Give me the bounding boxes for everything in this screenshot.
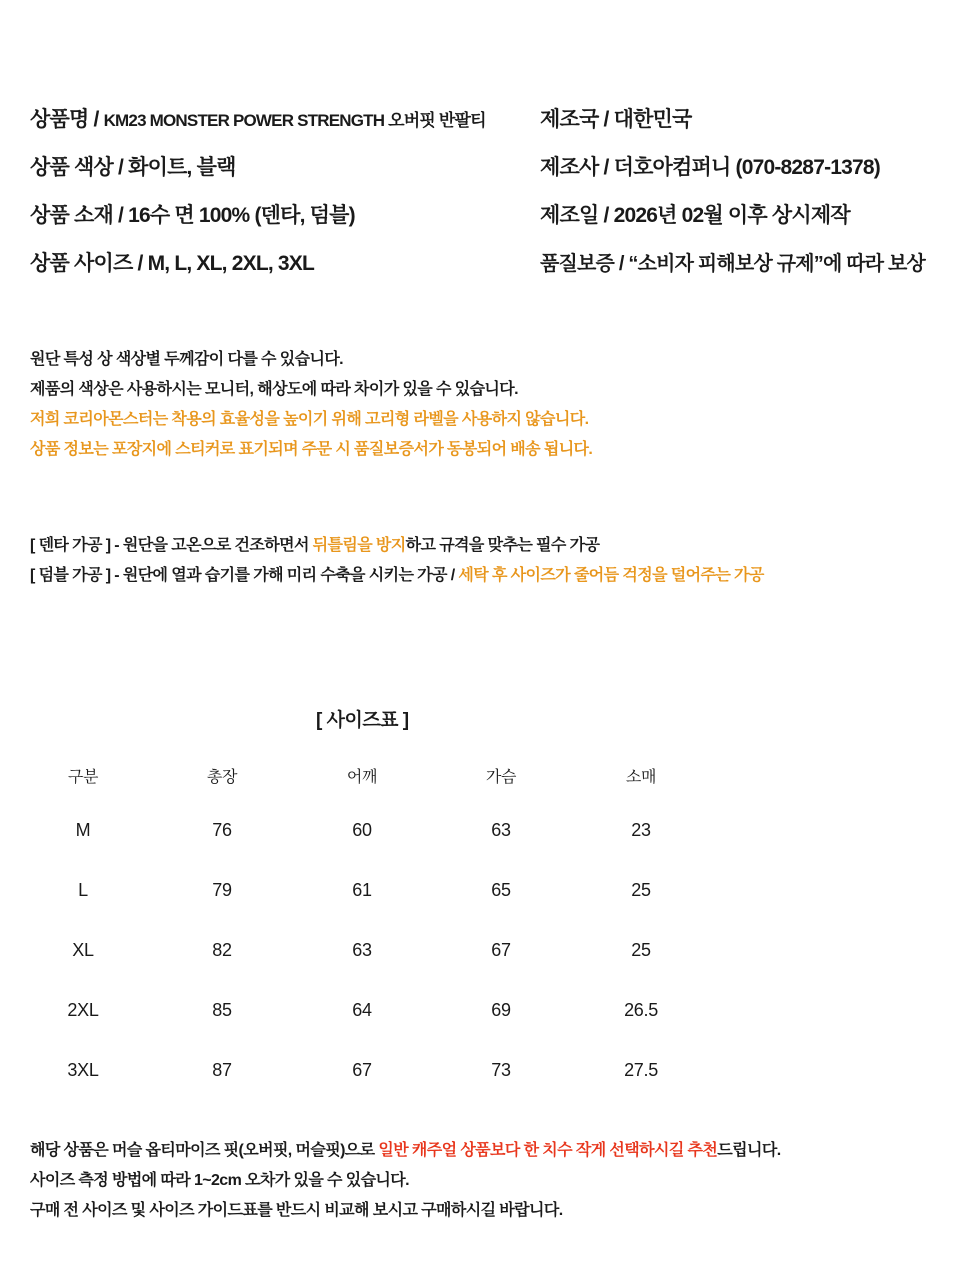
info-manufacture-date: 제조일 / 2026년 02월 이후 상시제작	[540, 204, 850, 227]
info-product-name: 상품명 / KM23 MONSTER POWER STRENGTH 오버핏 반팔티	[30, 108, 486, 131]
size-header-cell: 어깨	[346, 769, 378, 786]
info-label: 상품 색상	[30, 156, 113, 179]
size-header-cell: 가슴	[485, 769, 517, 786]
size-value-cell: 23	[631, 820, 651, 840]
size-value-cell: 85	[212, 1000, 232, 1020]
info-value: 대한민국	[613, 108, 692, 131]
info-label: 제조일	[540, 204, 599, 227]
note-color-monitor: 제품의 색상은 사용하시는 모니터, 해상도에 따라 차이가 있을 수 있습니다.	[30, 381, 518, 398]
size-value-cell: 25	[631, 940, 651, 960]
size-value-cell: 76	[212, 820, 232, 840]
size-table-title: [ 사이즈표 ]	[316, 710, 409, 731]
info-label: 상품 소재	[30, 204, 113, 227]
process-dumble: [ 덤블 가공 ] - 원단에 열과 습기를 가해 미리 수축을 시키는 가공 / 세탁 후 사이즈가 줄어듬 걱정을 덜어주는 가공	[30, 567, 764, 584]
info-product-size: 상품 사이즈 / M, L, XL, 2XL, 3XL	[30, 252, 315, 275]
note-thickness: 원단 특성 상 색상별 두께감이 다를 수 있습니다.	[30, 351, 344, 368]
size-value-cell: 87	[212, 1060, 232, 1080]
footer-measure-error: 사이즈 측정 방법에 따라 1~2cm 오차가 있을 수 있습니다.	[30, 1172, 409, 1189]
size-value-cell: 65	[491, 880, 511, 900]
info-value: 16수 면 100% (덴타, 덤블)	[128, 204, 355, 227]
footer-fit-advice: 해당 상품은 머슬 옵티마이즈 핏(오버핏, 머슬핏)으로 일반 캐주얼 상품보다 한 치수 작게 선택하시길 추천드립니다.	[30, 1142, 781, 1159]
size-value-cell: 69	[491, 1000, 511, 1020]
info-warranty: 품질보증 / “소비자 피해보상 규제”에 따라 보상	[540, 253, 926, 275]
info-value: 더호아컴퍼니 (070-8287-1378)	[613, 156, 880, 179]
size-value-cell: 79	[212, 880, 232, 900]
size-value-cell: 63	[352, 940, 372, 960]
info-product-material: 상품 소재 / 16수 면 100% (덴타, 덤블)	[30, 204, 355, 227]
size-row-label: M	[75, 820, 91, 840]
size-value-cell: 60	[352, 820, 372, 840]
info-label: 제조사	[540, 156, 599, 179]
info-label: 제조국	[540, 108, 599, 131]
info-value: 2026년 02월 이후 상시제작	[613, 204, 850, 227]
size-row-label: L	[78, 880, 88, 900]
size-value-cell: 25	[631, 880, 651, 900]
note-label: 저희 코리아몬스터는 착용의 효율성을 높이기 위해 고리형 라벨을 사용하지 않습니다.	[30, 411, 589, 428]
size-header-cell: 총장	[206, 769, 238, 786]
size-value-cell: 26.5	[624, 1000, 658, 1020]
info-product-color: 상품 색상 / 화이트, 블랙	[30, 156, 236, 179]
size-value-cell: 63	[491, 820, 511, 840]
info-label: 상품 사이즈	[30, 252, 133, 275]
size-header-cell: 소매	[625, 769, 657, 786]
size-value-cell: 82	[212, 940, 232, 960]
process-denta: [ 덴타 가공 ] - 원단을 고온으로 건조하면서 뒤틀림을 방지하고 규격을 맞추는 필수 가공	[30, 537, 600, 554]
size-value-cell: 67	[352, 1060, 372, 1080]
footer-compare-guide: 구매 전 사이즈 및 사이즈 가이드표를 반드시 비교해 보시고 구매하시길 바랍니다.	[30, 1202, 563, 1219]
size-value-cell: 67	[491, 940, 511, 960]
size-row-label: XL	[72, 940, 94, 960]
size-row-label: 3XL	[67, 1060, 99, 1080]
info-country: 제조국 / 대한민국	[540, 108, 692, 131]
size-value-cell: 64	[352, 1000, 372, 1020]
info-value: M, L, XL, 2XL, 3XL	[147, 252, 315, 275]
info-manufacturer: 제조사 / 더호아컴퍼니 (070-8287-1378)	[540, 156, 880, 179]
info-value: “소비자 피해보상 규제”에 따라 보상	[628, 253, 926, 275]
info-value: 화이트, 블랙	[128, 156, 236, 179]
info-label: 상품명	[30, 108, 89, 131]
size-value-cell: 61	[352, 880, 372, 900]
size-value-cell: 27.5	[624, 1060, 658, 1080]
size-header-cell: 구분	[67, 769, 99, 786]
info-value: KM23 MONSTER POWER STRENGTH 오버핏 반팔티	[103, 111, 486, 130]
size-row-label: 2XL	[67, 1000, 99, 1020]
info-label: 품질보증	[540, 253, 615, 275]
size-value-cell: 73	[491, 1060, 511, 1080]
note-packaging: 상품 정보는 포장지에 스티커로 표기되며 주문 시 품질보증서가 동봉되어 배송 됩니다.	[30, 441, 593, 458]
